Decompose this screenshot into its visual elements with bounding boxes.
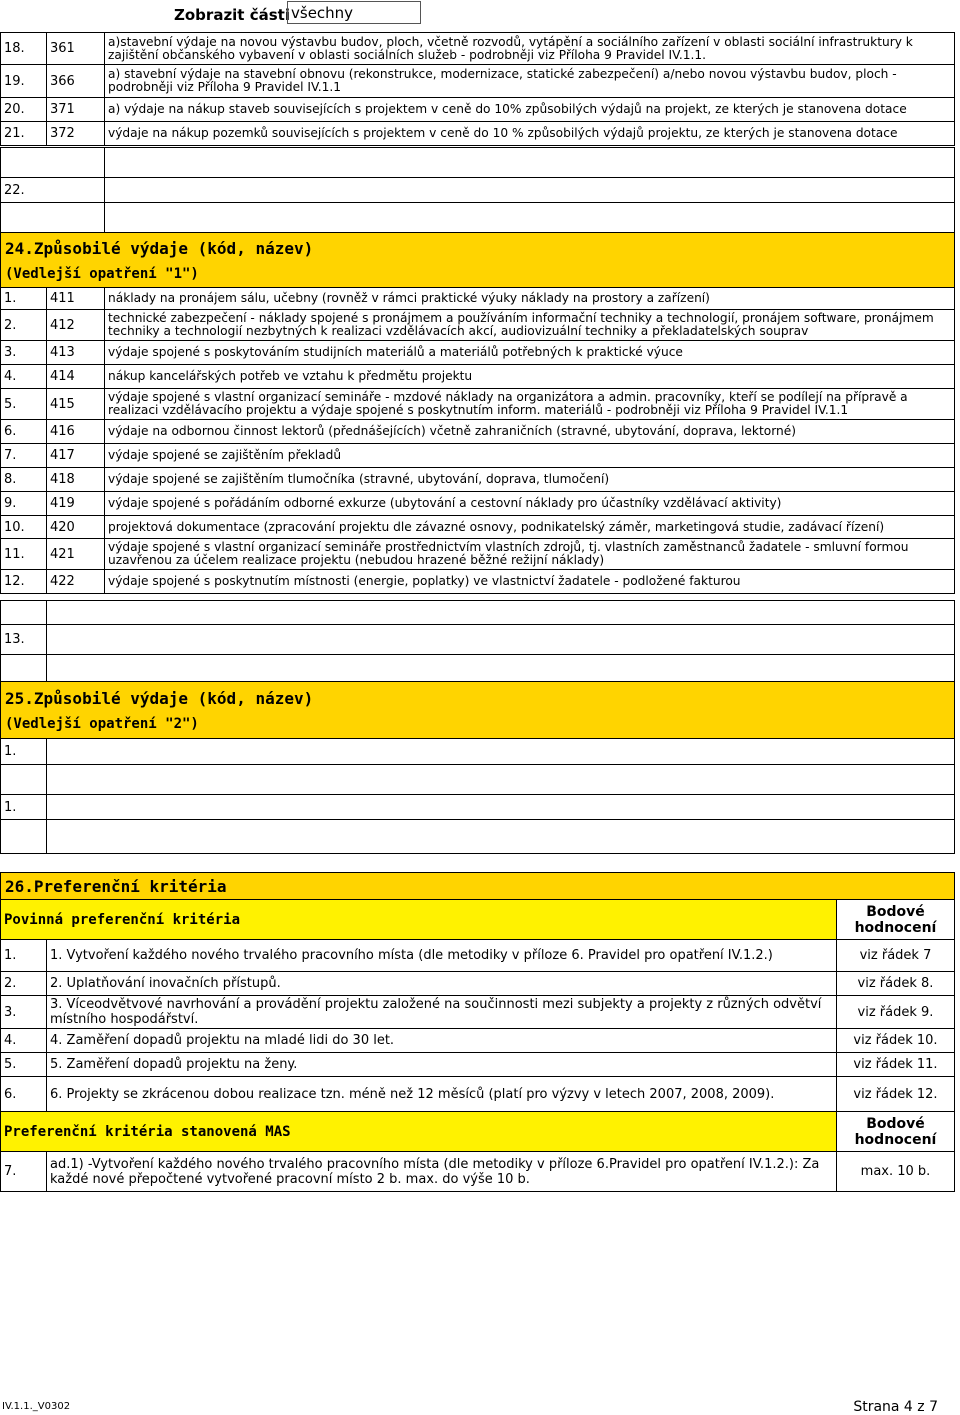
row-code: 361: [47, 33, 105, 65]
table-row: [1, 468, 955, 492]
row-number: 4.: [1, 1029, 47, 1053]
row-code: 420: [47, 516, 105, 539]
row-number: 1.: [1, 795, 47, 820]
row-code: 371: [47, 98, 105, 122]
row-code: 411: [47, 288, 105, 310]
row-code: 415: [47, 389, 105, 420]
table-row: [1, 739, 955, 765]
row-number: 1.: [1, 739, 47, 765]
table-row: [1, 625, 955, 655]
table-row: [1, 972, 955, 996]
row-description: a) výdaje na nákup staveb souvisejících s projektem v ceně do 10% způsobilých výdajů na projekt, ze kterých je stanovena dotace: [105, 98, 955, 122]
expense-table-top: [0, 32, 955, 146]
row-description: a)stavební výdaje na novou výstavbu budov, ploch, včetně rozvodů, vytápění a sociálního zařízení v oblasti sociální infrastruktury k zajištění občanského vybavení v oblasti sociálních služeb - podrobněji viz Příloha 9 Pravidel IV.1.1.: [105, 33, 955, 65]
criterion-text: 5. Zaměření dopadů projektu na ženy.: [47, 1053, 837, 1077]
row-description: technické zabezpečení - náklady spojené s pronájmem a používáním informační techniky a technologií, pronájem software, pronájmem techniky a technologií nezbytných k realizaci vzdělávacích akcí, audiovizuální techniky a překladatelských souprav: [105, 310, 955, 341]
table-row: [1, 365, 955, 389]
row-description: a) stavební výdaje na stavební obnovu (rekonstrukce, modernizace, statické zabezpečení) a/nebo novou výstavbu budov, ploch - podrobněji viz Příloha 9 Pravidel IV.1.1: [105, 65, 955, 98]
row-13-block: [0, 600, 955, 682]
table-row: [1, 389, 955, 420]
criterion-score: viz řádek 7: [836, 940, 954, 972]
section-24-subtitle: (Vedlejší opatření "1"): [5, 265, 199, 282]
table-row: [1, 310, 955, 341]
section-25-subtitle: (Vedlejší opatření "2"): [5, 715, 199, 732]
row-description: projektová dokumentace (zpracování projektu dle závazné osnovy, podnikatelský záměr, marketingová studie, zadávací řízení): [105, 516, 955, 539]
table-row: [1, 1077, 955, 1112]
criterion-score: viz řádek 10.: [836, 1029, 954, 1053]
row-description: výdaje na odbornou činnost lektorů (přednášejících) včetně zahraničních (stravné, ubytování, doprava, lektorné): [105, 420, 955, 444]
criterion-text: 6. Projekty se zkrácenou dobou realizace tzn. méně než 12 měsíců (platí pro výzvy v letech 2007, 2008, 2009).: [47, 1077, 837, 1112]
section-25: [0, 681, 955, 854]
row-number: 5.: [1, 1053, 47, 1077]
row-code: 366: [47, 65, 105, 98]
table-row: [1, 940, 955, 972]
table-row: [1, 98, 955, 122]
section-26-title: 26.Preferenční kritéria: [5, 876, 227, 896]
row-code: 421: [47, 539, 105, 570]
row-description: výdaje na nákup pozemků souvisejících s projektem v ceně do 10 % způsobilých výdajů projektu, ze kterých je stanovena dotace: [105, 122, 955, 146]
table-row: [1, 122, 955, 146]
criterion-text: 1. Vytvoření každého nového trvalého pracovního místa (dle metodiky v příloze 6. Pravidel pro opatření IV.1.2.): [47, 940, 837, 972]
row-code: 419: [47, 492, 105, 516]
row-number: 3.: [1, 341, 47, 365]
row-number: 18.: [1, 33, 47, 65]
table-row: [1, 65, 955, 98]
row-code: 418: [47, 468, 105, 492]
table-row: [1, 420, 955, 444]
section-24-title: 24.Způsobilé výdaje (kód, název): [5, 238, 314, 258]
filter-label: Zobrazit části: [174, 6, 290, 24]
criterion-text: ad.1) -Vytvoření každého nového trvalého pracovního místa (dle metodiky v příloze 6.Pravidel pro opatření IV.1.2.): Za každé nové přepočtené vytvořené pracovní místo 2 b. max. do výše 10 b.: [47, 1152, 837, 1192]
table-row: [1, 492, 955, 516]
row-number: 2.: [1, 310, 47, 341]
row-code: 422: [47, 570, 105, 594]
section-25-title: 25.Způsobilé výdaje (kód, název): [5, 688, 314, 708]
criterion-score: viz řádek 11.: [836, 1053, 954, 1077]
row-number: 5.: [1, 389, 47, 420]
table-row: [1, 570, 955, 594]
row-number: 1.: [1, 288, 47, 310]
row-number: 2.: [1, 972, 47, 996]
mas-criteria-header: Preferenční kritéria stanovená MAS: [1, 1112, 837, 1152]
row-description: výdaje spojené s vlastní organizací semináře prostřednictvím vlastních zdrojů, tj. vlastních zaměstnanců žadatele - smluvní formou uzavřenou za účelem realizace projektu (nebudou hrazené běžné režijní náklady): [105, 539, 955, 570]
table-row: [1, 1053, 955, 1077]
criterion-score: max. 10 b.: [836, 1152, 954, 1192]
row-number: 1.: [1, 940, 47, 972]
mandatory-criteria-header: Povinná preferenční kritéria: [1, 900, 837, 940]
row-description: náklady na pronájem sálu, učebny (rovněž v rámci praktické výuky náklady na prostory a zařízení): [105, 288, 955, 310]
row-number: 6.: [1, 420, 47, 444]
row-number: 19.: [1, 65, 47, 98]
row-description: výdaje spojené s poskytováním studijních materiálů a materiálů potřebných k praktické výuce: [105, 341, 955, 365]
row-number: 7.: [1, 1152, 47, 1192]
section-24: [0, 232, 955, 594]
row-description: výdaje spojené s vlastní organizací semináře - mzdové náklady na organizátora a admin. pracovníky, kteří se podílejí na přípravě a realizaci vzdělávacího projektu a výdaje spojené s poskytnutím inform. materiálů - podrobněji viz Příloha 9 Pravidel IV.1.1: [105, 389, 955, 420]
criterion-score: viz řádek 8.: [836, 972, 954, 996]
row-code: 413: [47, 341, 105, 365]
criterion-text: 2. Uplatňování inovačních přístupů.: [47, 972, 837, 996]
section-26: [0, 872, 955, 1192]
row-number: 4.: [1, 365, 47, 389]
table-row: [1, 516, 955, 539]
filter-select[interactable]: všechny: [287, 1, 421, 24]
row-description: nákup kancelářských potřeb ve vztahu k předmětu projektu: [105, 365, 955, 389]
row-number: 7.: [1, 444, 47, 468]
row-description: výdaje spojené s pořádáním odborné exkurze (ubytování a cestovní náklady pro účastníky vzdělávací aktivity): [105, 492, 955, 516]
mas-score-header: Bodové hodnocení: [836, 1112, 954, 1152]
row-number: 10.: [1, 516, 47, 539]
row-number: 8.: [1, 468, 47, 492]
row-description: výdaje spojené se zajištěním tlumočníka (stravné, ubytování, doprava, tlumočení): [105, 468, 955, 492]
row-number: 13.: [1, 625, 47, 655]
score-header: Bodové hodnocení: [836, 900, 954, 940]
row-number: 21.: [1, 122, 47, 146]
row-number: 9.: [1, 492, 47, 516]
criterion-score: viz řádek 12.: [836, 1077, 954, 1112]
row-number: 11.: [1, 539, 47, 570]
row-number: 6.: [1, 1077, 47, 1112]
table-row: [1, 288, 955, 310]
row-code: 417: [47, 444, 105, 468]
row-number: 12.: [1, 570, 47, 594]
row-code: 412: [47, 310, 105, 341]
footer-doc-code: IV.1.1._V0302: [2, 1401, 71, 1412]
row-number: 20.: [1, 98, 47, 122]
table-row: [1, 33, 955, 65]
row-code: 414: [47, 365, 105, 389]
table-row: [1, 1152, 955, 1192]
row-description: výdaje spojené se zajištěním překladů: [105, 444, 955, 468]
row-code: 372: [47, 122, 105, 146]
table-row: [1, 996, 955, 1029]
row-description: výdaje spojené s poskytnutím místnosti (energie, poplatky) ve vlastnictví žadatele - podložené fakturou: [105, 570, 955, 594]
table-row: [1, 341, 955, 365]
row-number: 3.: [1, 996, 47, 1029]
criterion-text: 3. Víceodvětvové navrhování a provádění projektu založené na součinnosti mezi subjekty a projekty z různých odvětví místního hospodářství.: [47, 996, 837, 1029]
row-22-block: [0, 147, 955, 233]
table-row: [1, 178, 955, 203]
table-row: [1, 444, 955, 468]
table-row: [1, 1029, 955, 1053]
table-row: [1, 795, 955, 820]
table-row: [1, 539, 955, 570]
row-number: 22.: [1, 178, 105, 203]
footer-page-number: Strana 4 z 7: [853, 1399, 938, 1415]
criterion-text: 4. Zaměření dopadů projektu na mladé lidi do 30 let.: [47, 1029, 837, 1053]
criterion-score: viz řádek 9.: [836, 996, 954, 1029]
row-code: 416: [47, 420, 105, 444]
